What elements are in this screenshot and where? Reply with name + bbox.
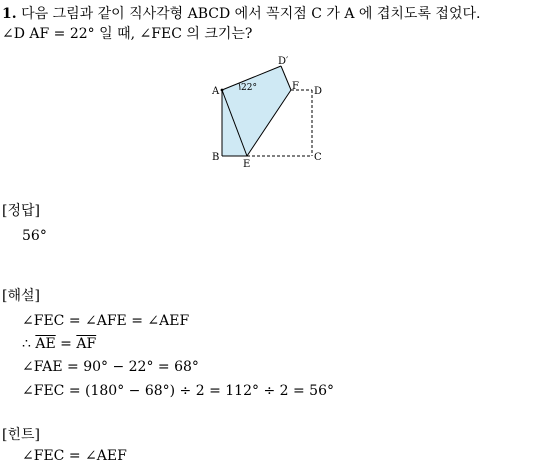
answer-heading: [정답] — [2, 203, 40, 219]
solution-heading: [해설] — [2, 288, 40, 304]
segment-af: $\overline{AF}$ — [76, 336, 97, 352]
question-text: 다음 그림과 같이 직사각형 ABCD 에서 꼭지점 C 가 A 에 겹치도록 접었다. — [21, 6, 481, 22]
label-e: E — [243, 159, 251, 170]
angle-label: 22° — [241, 83, 257, 93]
therefore-symbol: ∴ — [22, 336, 36, 352]
hint-line-1: ∠FEC = ∠AEF — [22, 448, 127, 464]
geometry-figure — [205, 52, 330, 172]
segment-ae: $\overline{AE}$ — [35, 336, 56, 352]
vertex-a-dot — [221, 89, 224, 92]
solution-line-2 — [22, 335, 96, 353]
solution-line-4: ∠FEC = (180° − 68°) ÷ 2 = 112° ÷ 2 = 56° — [22, 383, 334, 399]
question-number: 1. — [2, 6, 17, 22]
question-line-1 — [2, 5, 480, 23]
label-f: F — [292, 81, 299, 92]
label-c: C — [314, 152, 322, 163]
solution-line-1: ∠FEC = ∠AFE = ∠AEF — [22, 313, 190, 329]
label-d-prime: D′ — [278, 56, 289, 67]
question-line-2: ∠D AF = 22° 일 때, ∠FEC 의 크기는? — [2, 26, 253, 42]
label-a: A — [212, 86, 220, 97]
hint-heading: [힌트] — [2, 427, 40, 443]
equals-sign: = — [55, 336, 77, 352]
solution-line-3: ∠FAE = 90° − 22° = 68° — [22, 359, 199, 375]
label-b: B — [212, 152, 220, 163]
label-d: D — [314, 86, 323, 97]
answer-value: 56° — [22, 228, 47, 244]
